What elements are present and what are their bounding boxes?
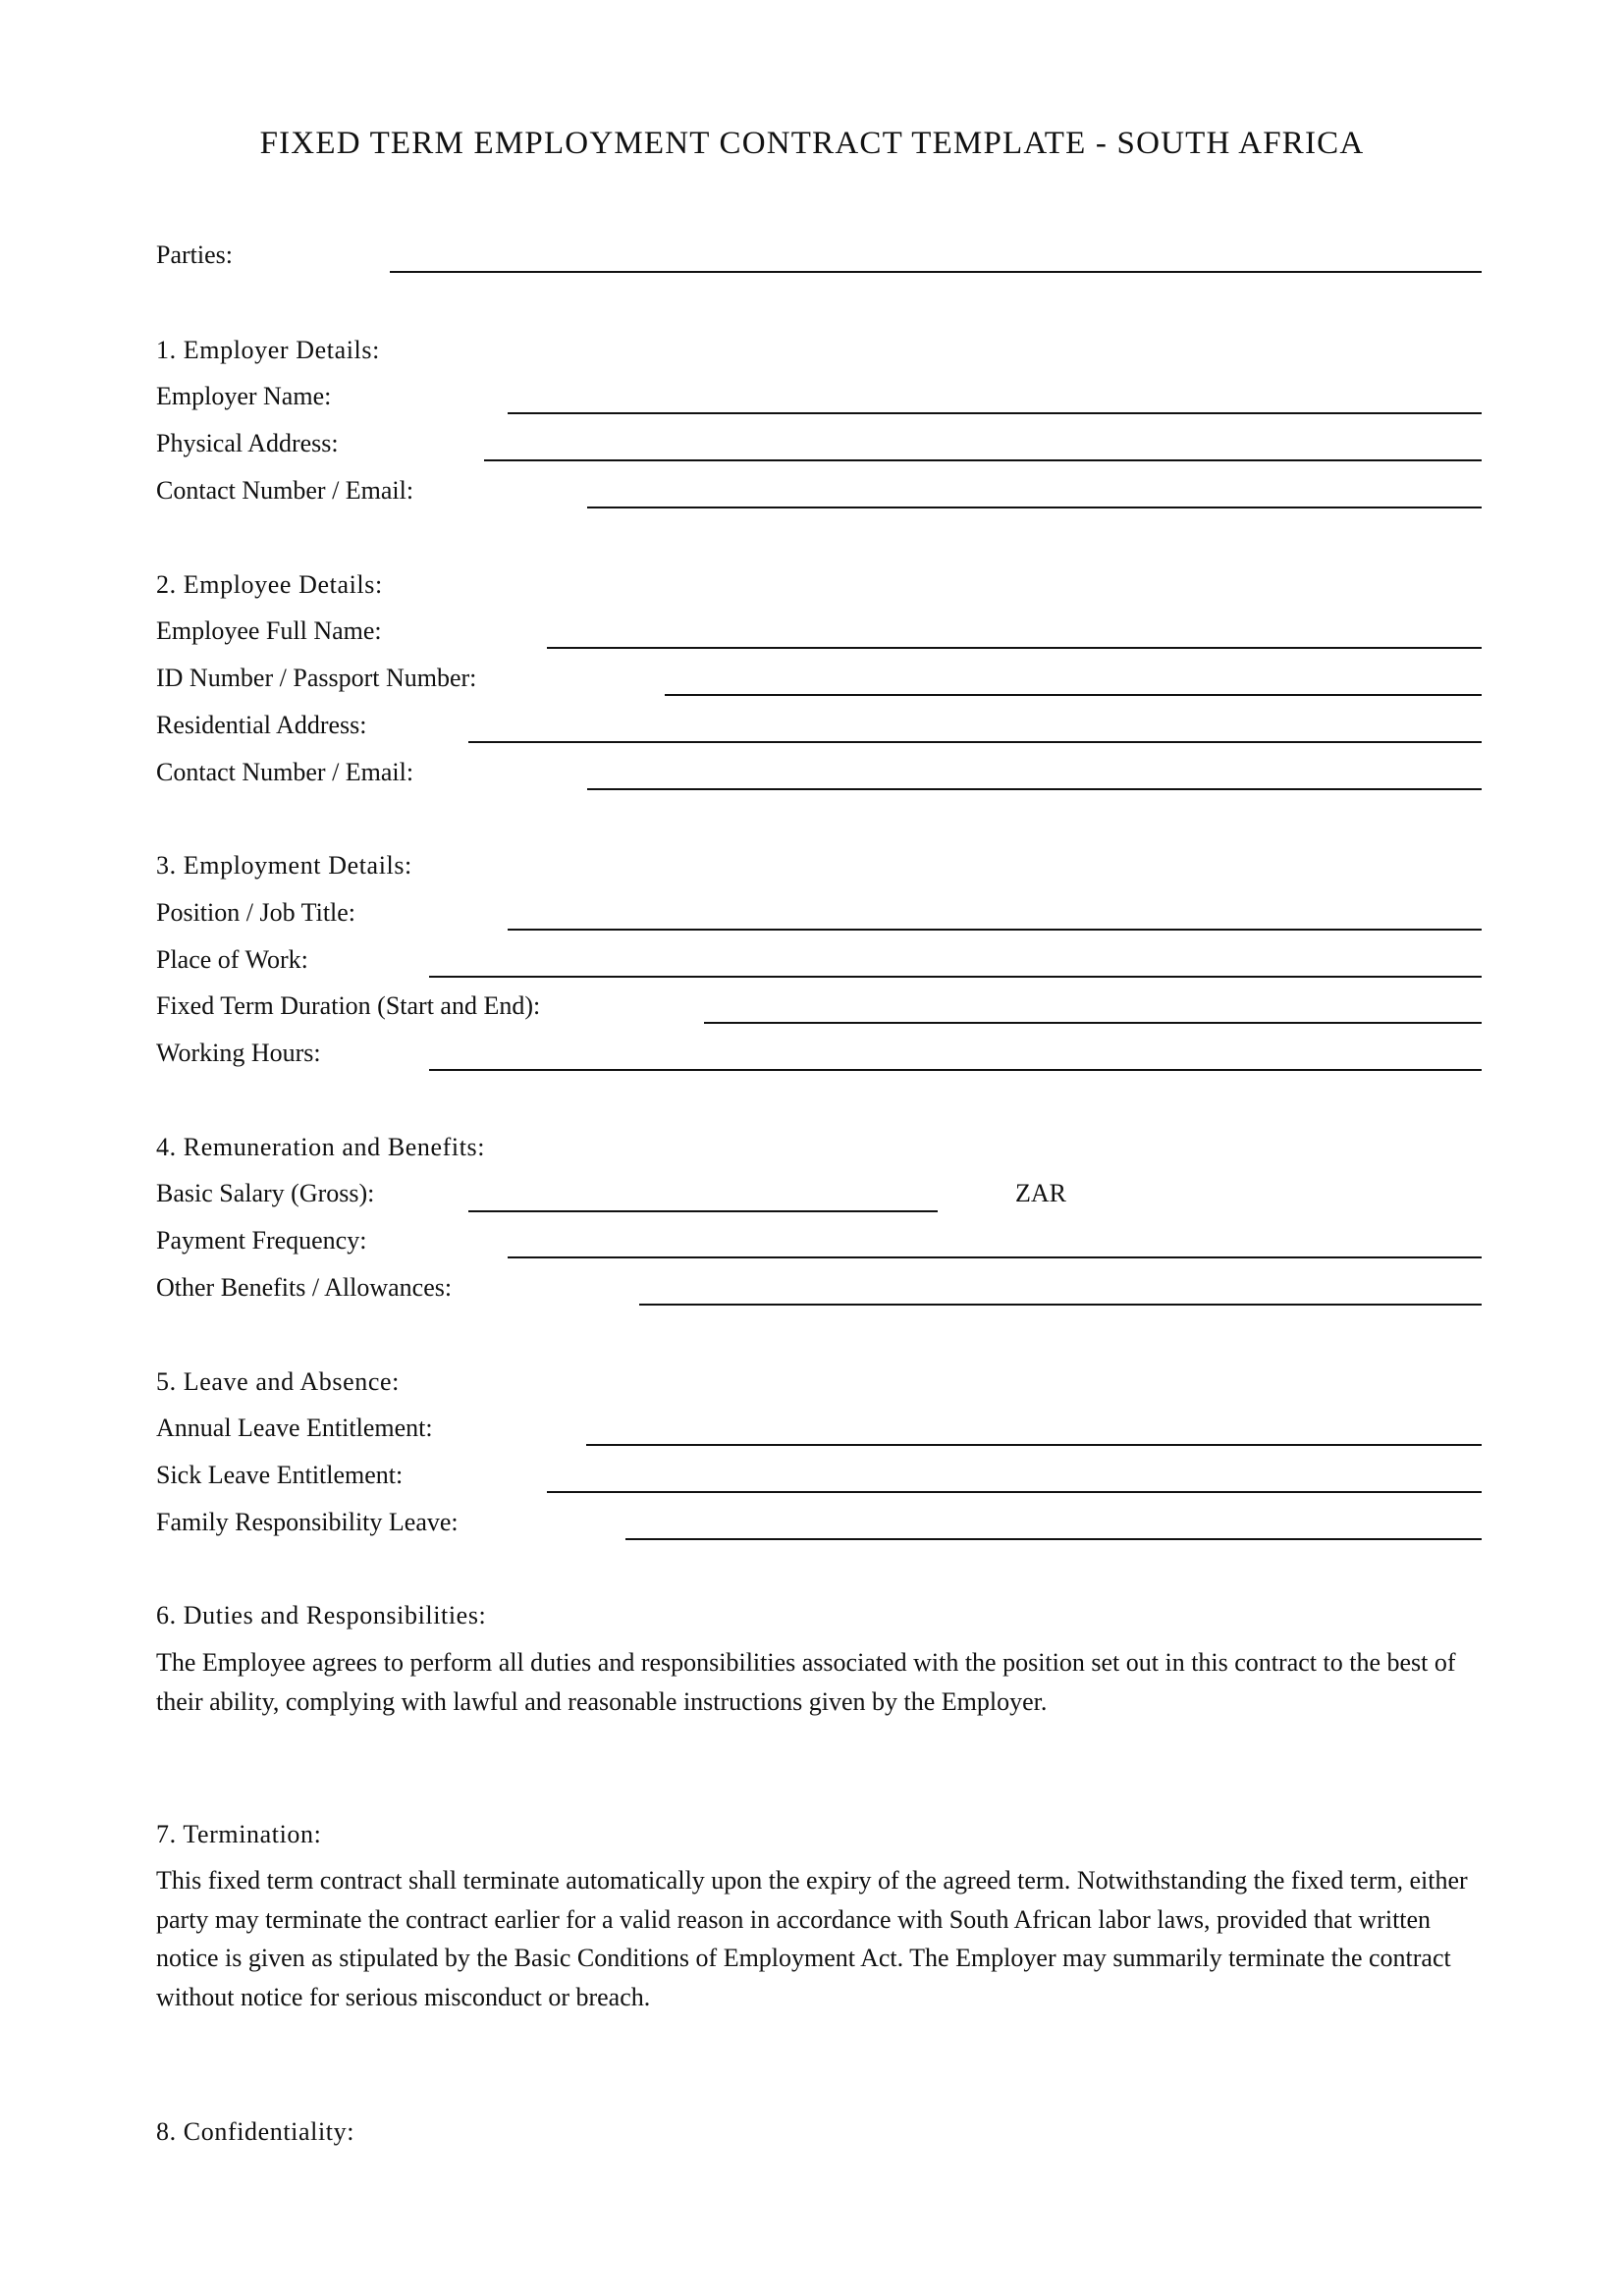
other-benefits-label: Other Benefits / Allowances: xyxy=(156,1273,453,1302)
term-duration-label: Fixed Term Duration (Start and End): xyxy=(156,991,541,1020)
basic-salary-label: Basic Salary (Gross): xyxy=(156,1179,375,1207)
confidentiality-heading: 8. Confidentiality: xyxy=(156,2117,355,2146)
termination-paragraph: This fixed term contract shall terminate automatically upon the expiry of the agreed term. Notwithstanding the fixed term, either party may terminate the contract earlier for a valid reason in accordance with South African labor laws, provided that written notice is given as stipulated by the Basic Conditions of Employment Act. The Employer may summarily terminate the contract without notice for serious misconduct or breach. xyxy=(156,1866,1468,2011)
employer-address-label: Physical Address: xyxy=(156,429,339,457)
employee-name-label: Employee Full Name: xyxy=(156,616,382,645)
employee-address-field[interactable] xyxy=(468,741,1482,743)
employee-name-field[interactable] xyxy=(547,647,1482,649)
place-of-work-field[interactable] xyxy=(429,976,1482,978)
employee-id-field[interactable] xyxy=(665,694,1482,696)
payment-frequency-field[interactable] xyxy=(508,1256,1482,1258)
working-hours-field[interactable] xyxy=(429,1069,1482,1071)
employer-name-field[interactable] xyxy=(508,412,1482,414)
employee-details-heading: 2. Employee Details: xyxy=(156,570,383,599)
remuneration-heading: 4. Remuneration and Benefits: xyxy=(156,1133,486,1161)
term-duration-field[interactable] xyxy=(704,1022,1482,1024)
position-field[interactable] xyxy=(508,929,1482,931)
sick-leave-label: Sick Leave Entitlement: xyxy=(156,1461,404,1489)
working-hours-label: Working Hours: xyxy=(156,1039,321,1067)
parties-field[interactable] xyxy=(390,271,1482,273)
payment-frequency-label: Payment Frequency: xyxy=(156,1226,367,1255)
annual-leave-label: Annual Leave Entitlement: xyxy=(156,1414,433,1442)
position-label: Position / Job Title: xyxy=(156,898,356,927)
leave-heading: 5. Leave and Absence: xyxy=(156,1367,400,1396)
sick-leave-field[interactable] xyxy=(547,1491,1482,1493)
document-title: FIXED TERM EMPLOYMENT CONTRACT TEMPLATE - SOUTH AFRICA xyxy=(259,126,1365,161)
employer-address-field[interactable] xyxy=(484,459,1482,461)
termination-heading: 7. Termination: xyxy=(156,1820,322,1848)
family-leave-label: Family Responsibility Leave: xyxy=(156,1508,459,1536)
place-of-work-label: Place of Work: xyxy=(156,945,308,974)
employee-id-label: ID Number / Passport Number: xyxy=(156,664,477,692)
duties-paragraph: The Employee agrees to perform all duties and responsibilities associated with the position set out in this contract to the best of their ability, complying with lawful and reasonable instructions given by the Employer. xyxy=(156,1648,1456,1716)
employment-details-heading: 3. Employment Details: xyxy=(156,851,412,880)
employee-contact-field[interactable] xyxy=(587,788,1482,790)
employee-contact-label: Contact Number / Email: xyxy=(156,758,414,786)
annual-leave-field[interactable] xyxy=(586,1444,1482,1446)
employer-contact-field[interactable] xyxy=(587,507,1482,508)
parties-label: Parties: xyxy=(156,240,233,269)
duties-heading: 6. Duties and Responsibilities: xyxy=(156,1601,487,1629)
basic-salary-field[interactable] xyxy=(468,1210,938,1212)
family-leave-field[interactable] xyxy=(625,1538,1482,1540)
currency-label: ZAR xyxy=(1015,1179,1066,1207)
employee-address-label: Residential Address: xyxy=(156,711,367,739)
employer-name-label: Employer Name: xyxy=(156,382,332,410)
employer-details-heading: 1. Employer Details: xyxy=(156,336,380,364)
employer-contact-label: Contact Number / Email: xyxy=(156,476,414,505)
other-benefits-field[interactable] xyxy=(639,1304,1482,1306)
